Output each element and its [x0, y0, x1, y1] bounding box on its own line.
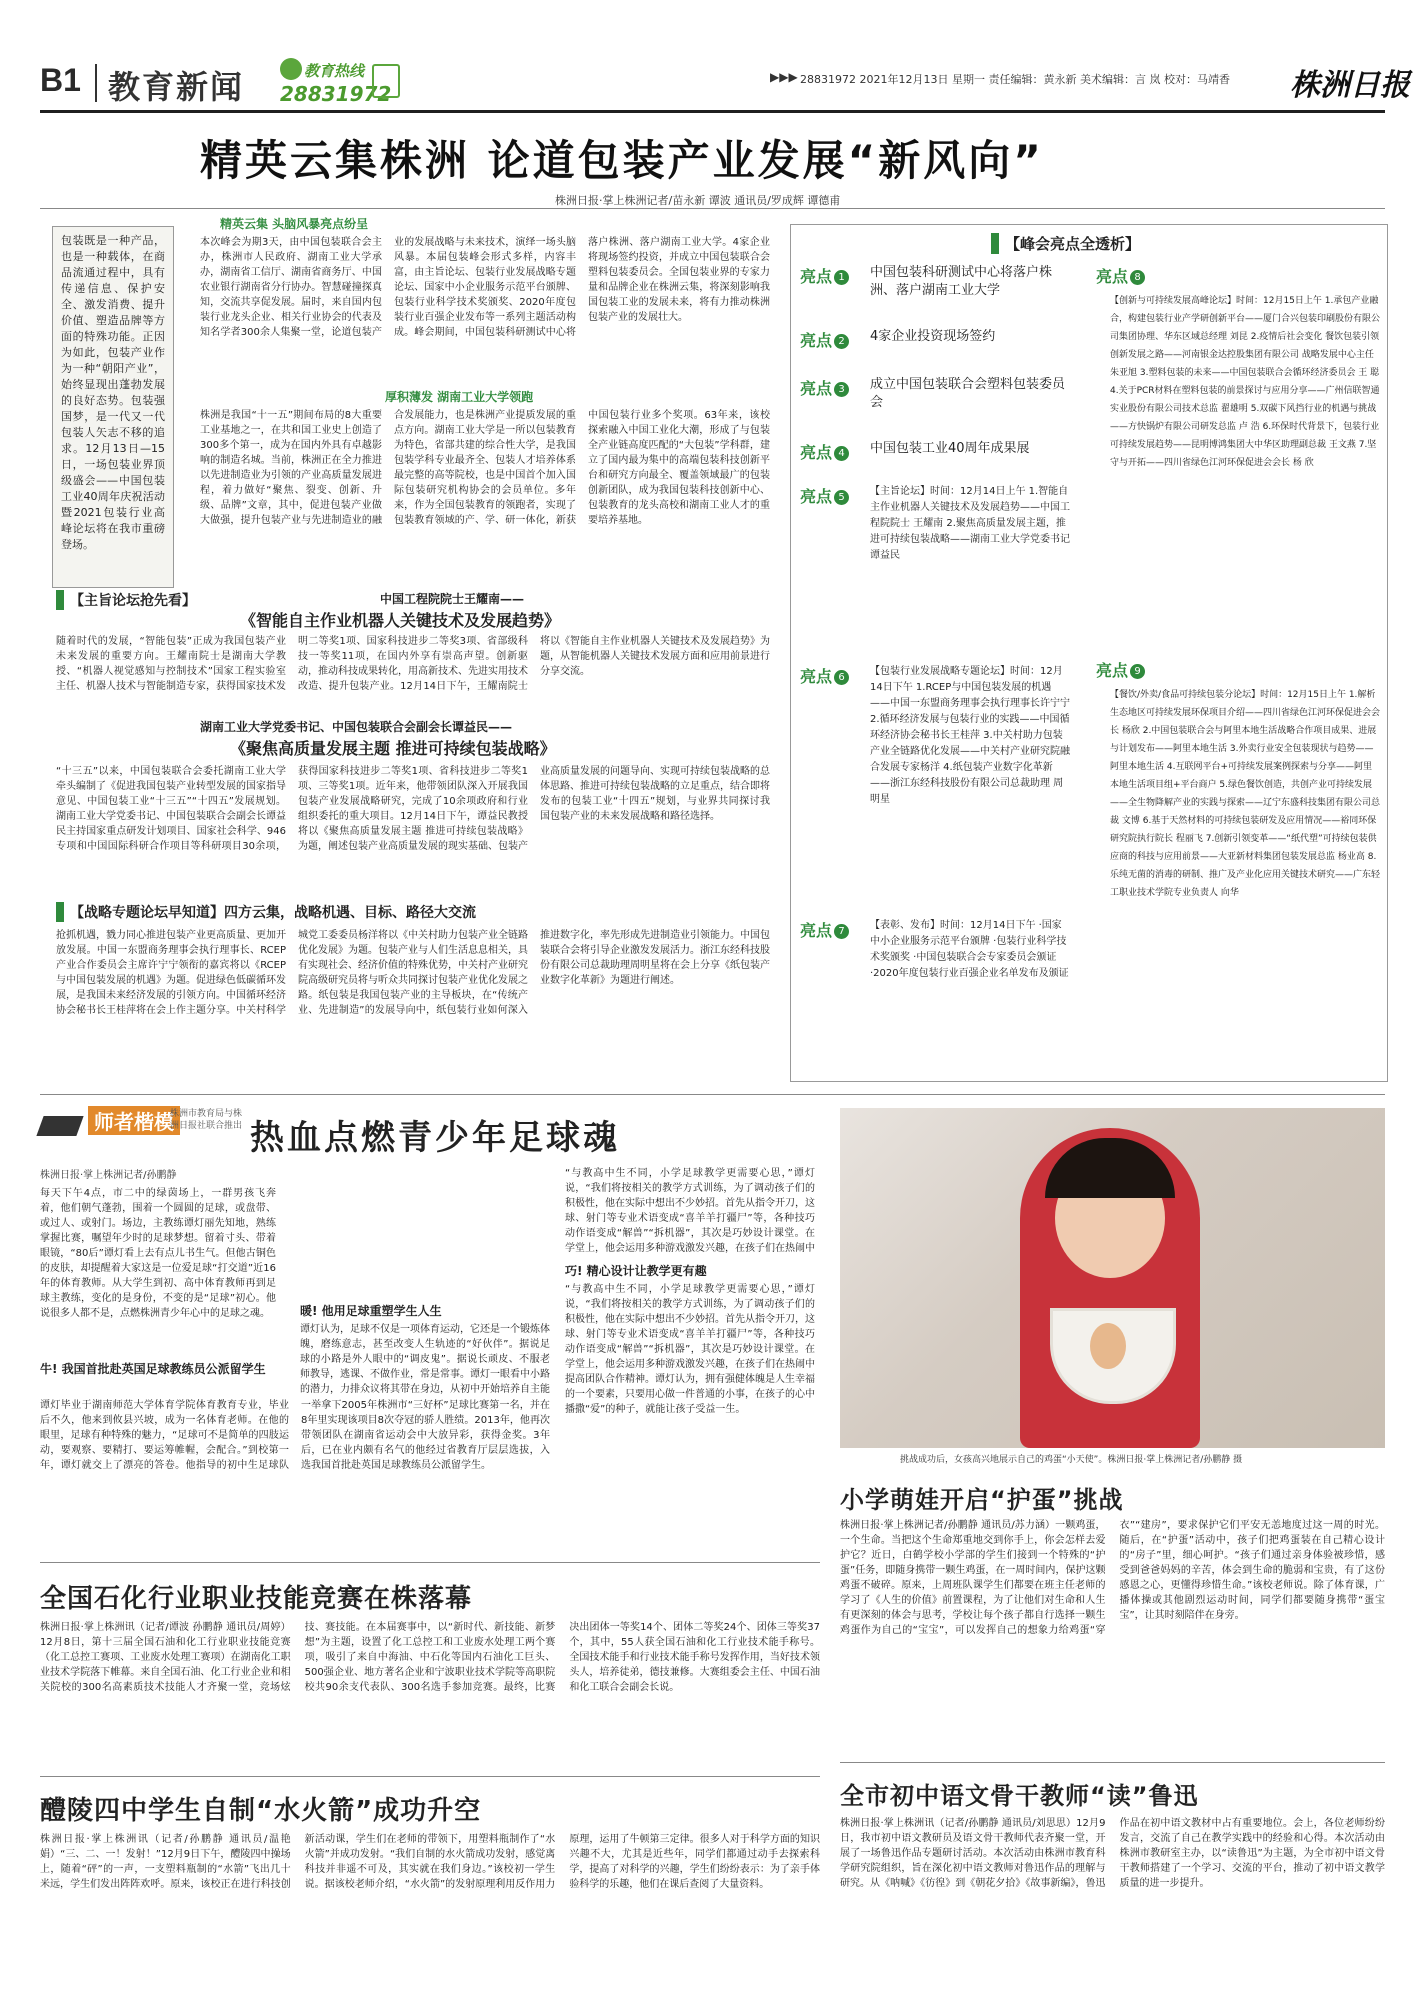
column-badge	[40, 1102, 250, 1158]
sub2-text: 株洲是我国“十一五”期间布局的8大重要工业基地之一，在共和国工业史上创造了300多个第一，成为在国内外具有卓越影响的制造名城。当前，株洲正在全力推进以先进制造业为引领的产业高质量发展进程，着力做好“聚焦、裂变、创新、升级、品牌”文章，其中，促进包装产业做大做强，提升包装产业与先进制造业的融合发展能力，也是株洲产业提质发展的重点方向。湖南工业大学是一所以包装教育为特色，省部共建的综合性大学，是我国包装学科专业最齐全、包装人才培养体系最完整的高等院校，也是中国首个加入国际包装研究机构协会的会员单位。多年来，作为全国包装教育的领跑者，实现了包装教育领域的产、学、研一体化，新获中国包装行业多个奖项。63年来，该校探索融入中国工业化大潮，形成了与包装全产业链高度匹配的“大包装”学科群，建立了国内最为集中的高端包装科技创新平台和研究方向最全、覆盖领域最广的包装创新团队，成为我国包装科技创新中心、包装教育的龙头高校和湖南工业人才的重要培养基地。	[200, 410, 770, 526]
section-title: 教育新闻	[108, 68, 245, 106]
football-text3: 谭灯认为，足球不仅是一项体育运动，它还是一个锻炼体魄，磨练意志，甚至改变人生轨迹的“好伙伴”。据说足球的小路是外人眼中的“调皮鬼”。据说长顽皮、不服老师教导，逃课、不做作业，常是常事。谭灯一眼看中小路的潜力，力排众议将其带在身边，从初中开始培养自主能	[300, 1324, 550, 1395]
header-info: 28831972 2021年12月13日 星期一 责任编辑：黄永新 美术编辑：言 岚 校对：马靖香	[800, 73, 1230, 86]
highlight-9: 亮点 9 【餐饮/外卖/食品可持续包装分论坛】时间：12月15日上午 1.解析生态地区可持续发展环保项目介绍——四川省绿色江河环保促进会会长 杨欣 2.中国包装联合会与阿里本地生活战略合作项目成果、进展与计划发布——阿里本地生活 3.外卖行业安全包装现状与趋势——阿里本地生活 4.互联网平台+可持续发展案例探索与分享——阿里本地生活项目组+平台商户 5.绿色餐饮创造，共创产业可持续发展——全生物降解产业的实践与探索——辽宁东盛科技集团有限公司总裁 文博 6.基于天然材料的可持续包装研发及应用情况——裕同环保研究院执行院长 程丽飞 7.创新引领变革——“纸代塑”可持续包装供应商的科技与应用前景——大亚新材料集团包装发展总监 杨业高 8.乐纯无菌的消毒的研制、推广及产业化应用关键技术研究——广东轻工职业技术学院专业负责人 向华	[1096, 661, 1380, 898]
main-byline: 株洲日报·掌上株洲记者/苗永新 谭波 通讯员/罗成辉 谭德甫	[555, 194, 841, 207]
topic1: 《智能自主作业机器人关键技术及发展趋势》	[240, 611, 561, 630]
column-sub: 株洲市教育局与株洲日报社联合推出	[170, 1109, 243, 1131]
sub1-text: 本次峰会为期3天，由中国包装联合会主办，株洲市人民政府、湖南工业大学承办，湖南省工信厅、湖南省商务厅、中国农业银行湖南省分行协办。智慧碰撞探真知，交流共享促发展。届时，来自国内包装行业龙头企业、相关行业协会的代表及知名学者300余人集聚一堂，论道包装产业的发展战略与未来技术，演绎一场头脑风暴。本届包装峰会形式多样，内容丰富，由主旨论坛、包装行业发展战略专题论坛、国家中小企业服务示范平台颁牌、包装行业科学技术奖颁奖、2020年度包装行业百强企业发布等一系列主题活动构成。峰会期间，中国包装科研测试中心将落户株洲、落户湖南工业大学。4家企业将现场签约投资，并成立中国包装联合会塑料包装委员会。全国包装业界的专家力量和品牌企业在株洲云集，将深刻影响我国包装工业的发展未来，将有力推动株洲包装产业的发展壮大。	[200, 237, 770, 338]
girl-photo	[840, 1108, 1385, 1448]
page-number: B1	[40, 62, 81, 98]
highlight-6: 亮点 6 【包装行业发展战略专题论坛】时间：12月14日下午 1.RCEP与中国包装发展的机遇——中国一东盟商务理事会执行理事长许宁宁 2.循环经济发展与包装行业的实践——中国循环经济协会秘书长王桂萍 3.中关村助力包装产业全链路优化发展——中关村产业研究院融合发展专家杨洋 4.纸包装产业数字化革新——浙江东经科技股份有限公司总裁助理 周明星	[800, 666, 1070, 805]
egg-title: 小学萌娃开启“护蛋”挑战	[840, 1486, 1124, 1514]
teachers-text: 株洲日报·掌上株洲讯（记者/孙鹏静 通讯员/刘思思）12月9日，我市初中语文教研员及语文骨干教师代表齐聚一堂，开展了一场鲁迅作品专题研讨活动。本次活动由株洲市教育科学研究院组织，旨在深化初中语文教师对鲁迅作品的理解与研究。从《呐喊》《彷徨》到《朝花夕拾》《故事新编》，鲁迅作品在初中语文教材中占有重要地位。会上，各位老师纷纷发言，交流了自己在教学实践中的经验和心得。本次活动由株洲市教研室主办，以“读鲁迅”为主题，为全市初中语文骨干教师搭建了一个学习、交流的平台，推动了初中语文教学质量的进一步提升。	[840, 1818, 1385, 1889]
photo-caption: 挑战成功后，女孩高兴地展示自己的鸡蛋“小天使”。株洲日报·掌上株洲记者/孙鹏静 摄	[900, 1455, 1243, 1465]
speaker1: 中国工程院院士王耀南——	[380, 592, 525, 606]
egg-text: 株洲日报·掌上株洲记者/孙鹏静 通讯员/苏力涵）一颗鸡蛋，一个生命。当把这个生命郑重地交到你手上，你会怎样去爱护它？近日，白鹤学校小学部的学生们接到一个特殊的“护蛋”任务，即随身携带一颗生鸡蛋，在一周时间内，保护这颗鸡蛋不破碎。原来，上周班队课学生们都要在班主任老师的学习了《人生的价值》前置课程，为了让他们对生命和人生有更深刻的体会与思考，学校让每个孩子都自行选择一颗生鸡蛋作为自己的“宝宝”，可以发挥自己的想象力给鸡蛋“穿衣”“建房”，要求保护它们平安无恙地度过这一周的时光。随后，在“护蛋”活动中，孩子们把鸡蛋装在自己精心设计的“房子”里，细心呵护。“孩子们通过亲身体验被珍惜，感受到爸爸妈妈的辛苦，体会到生命的脆弱和宝贵，有了这份感恩之心，更懂得珍惜生命。”该校老师说。除了体育课，广播体操或其他剧烈运动时间，同学们都要随身携带“蛋宝宝”，让其时刻陪伴在身旁。	[840, 1520, 1385, 1636]
subhead-2: 厚积薄发 湖南工业大学领跑	[385, 390, 534, 404]
strategy-text: 抢抓机遇，戮力同心推进包装产业更高质量、更加开放发展。中国一东盟商务理事会执行理事长、RCEP产业合作委员会主席许宁宁领衔的嘉宾将以《RCEP与中国包装发展的机遇》为题。促进绿色低碳循环发展，是我国未来经济发展的引领方向。中国循环经济协会秘书长王桂萍将在会上作主题分享。中关村科学城党工委委员杨洋将以《中关村助力包装产业全链路优化发展》为题。包装产业与人们生活息息相关，具有实现社会、经济价值的特殊优势，中关村产业研究院高级研究员将与听众共同探讨包装产业优化发展之路。纸包装是我国包装产业的主导板块，在“传统产业、先进制造”的发展导向中，纸包装行业如何深入推进数字化，率先形成先进制造业引领能力。中国包装联合会将引导企业激发发展活力。浙江东经科技股份有限公司总裁助理周明星将在会上分享《纸包装产业数字化革新》为题进行阐述。	[56, 930, 770, 1016]
speaker2: 湖南工业大学党委书记、中国包装联合会副会长谭益民——	[200, 720, 513, 734]
forum-text2: “十三五”以来，中国包装联合会委托湖南工业大学牵头编制了《促进我国包装产业转型发展的国家指导意见、中国包装工业“十三五”“十四五”发展规划。湖南工业大学党委书记、中国包装联合会副会长谭益民主持国家重点研发计划项目、国家社会科学、946专项和中国国际科研合作项目等科研项目30余项，获得国家科技进步二等奖1项、省科技进步二等奖1项、三等奖1项。近年来，他带领团队深入开展我国包装产业发展战略研究，完成了10余项政府和行业组织委托的重大项目。12月14日下午，谭益民教授将以《聚焦高质量发展主题 推进可持续包装战略》为题，阐述包装产业高质量发展的现实基础、包装产业高质量发展的问题导向、实现可持续包装战略的总体思路、推进可持续包装战略的立足重点，结合即将发布的包装工业“十四五”规划，与业界共同探讨我国包装产业的未来发展战略和路径选择。	[56, 766, 770, 852]
rocket-title: 醴陵四中学生自制“水火箭”成功升空	[40, 1796, 482, 1826]
arrow-icon: ▶▶▶	[770, 70, 798, 84]
book-icon	[372, 64, 400, 98]
newspaper-logo: 株洲日报	[1290, 68, 1410, 103]
subhead-1: 精英云集 头脑风暴亮点纷呈	[220, 217, 369, 231]
rocket-text: 株洲日报·掌上株洲讯（记者/孙鹏静 通讯员/温艳娟）“三、二、一！发射！”12月9日下午，醴陵四中操场上，随着“砰”的一声，一支塑料瓶制的“水箭”飞出几十米远，学生们发出阵阵欢呼。原来，该校正在进行科技创新活动课，学生们在老师的带领下，用塑料瓶制作了“水火箭”并成功发射。“我们自制的水火箭成功发射，感觉离科技并非遥不可及，其实就在我们身边。”该校初一学生说。据该校老师介绍，“水火箭”的发射原理利用反作用力原理，运用了牛顿第三定律。很多人对于科学方面的知识兴趣不大，尤其是近些年，同学们都通过动手去探索科学，提高了对科学的兴趣，学生们纷纷表示：为了亲手体验科学的乐趣，他们在课后查阅了大量资料。	[40, 1834, 820, 1890]
football-text2: 谭灯毕业于湖南师范大学体育学院体育教育专业，毕业后不久，他来到攸县兴坡，成为一名体育老师。在他的眼里，足球有种特殊的魅力，“足球可不是简单的四肢运动，要观察、要精打、要运筹帷幄，会配合。”到校第一年，谭灯就交上了漂亮的答卷。他指导的初中生足球队一举拿下2005年株洲市“三好杯”足球比赛第一名，并在8年里实现该项目8次夺冠的骄人胜绩。2013年，他再次带领团队在湖南省运动会中大放异彩，获得金奖。3年后，已在业内颇有名气的他经过省教育厅层层选拔，入选我国首批赴英国足球教练员公派留学生。	[40, 1400, 550, 1471]
chem-text: 株洲日报·掌上株洲讯（记者/谭波 孙鹏静 通讯员/周婷）12月8日，第十三届全国石油和化工行业职业技能竞赛（化工总控工赛项、工业废水处理工赛项）在湖南化工职业技术学院落下帷幕。来自全国石油、化工行业企业和相关院校的300名高素质技术技能人才齐聚一堂，竞场炫技、赛技能。在本届赛事中，以“新时代、新技能、新梦想”为主题，设置了化工总控工和工业废水处理工两个赛项，吸引了来自中海油、中石化等国内石油化工巨头、500强企业、地方著名企业和宁波职业技术学院等高职院校共90余支代表队、300名选手参加竞赛。最终，比赛决出团体一等奖14个、团体二等奖24个、团体三等奖37个，其中，55人获全国石油和化工行业技术能手称号。全国技术能手和行业技术能手称号发挥作用，当好技术领头人，培养徒弟，德技兼修。大赛组委会主任、中国石油和化工联合会副会长说。	[40, 1622, 820, 1693]
highlight-1: 亮点 1 中国包装科研测试中心将落户株洲、落户湖南工业大学	[800, 265, 1053, 298]
football-sub3: 巧! 精心设计让教学更有趣	[565, 1264, 707, 1278]
main-headline: 精英云集株洲 论道包装产业发展“新风向”	[200, 136, 1044, 185]
column-name: 师者楷模	[88, 1106, 180, 1135]
football-sub2: 暖! 他用足球重塑学生人生	[300, 1304, 442, 1318]
football-title: 热血点燃青少年足球魂	[250, 1118, 620, 1158]
football-text4b: “与教高中生不同，小学足球教学更需要心思，”谭灯说，“我们将按相关的教学方式训练，为了调动孩子们的积极性，他在实际中想出不少妙招。首先从指令开刀，这球、射门等专业术语变成“喜羊羊打疆尸”等，各种技巧动作语变成“解兽”“拆机器”，其次是巧妙设计课堂。在学堂上，他会运用多种游戏激发兴趣，在孩子们在热闹中提高团队合作精神。谭灯认为，拥有强健体魄是人生幸福的一个要素，只要用心做一件普通的小事，在孩子的心中播撒“爱”的种子，就能让孩子受益一生。	[565, 1284, 815, 1415]
forum-preview-heading: 【主旨论坛抢先看】	[56, 590, 196, 610]
football-byline: 株洲日报·掌上株洲记者/孙鹏静	[40, 1170, 177, 1181]
highlight-4: 亮点 4 中国包装工业40周年成果展	[800, 441, 1030, 462]
hotline-icon	[280, 58, 302, 80]
graduation-cap-icon	[36, 1116, 83, 1136]
highlight-2: 亮点 2 4家企业投资现场签约	[800, 329, 996, 350]
football-sub1: 牛! 我国首批赴英国足球教练员公派留学生	[40, 1362, 266, 1376]
highlight-8: 亮点 8 【创新与可持续发展高峰论坛】时间：12月15日上午 1.承包产业融合，构建包装行业产学研创新平台——厦门合兴包装印刷股份有限公司集团协理、华东区域总经理 刘昆 2.疫情后社会变化 餐饮包装引领创新发展之路——河南银金达控股集团有限公司 战略发展中心主任 朱亚旭 3.塑料包装的未来——中国包装联合会循环经济委员会 王 聪 4.关于PCR材料在塑料包装的前景探讨与应用分享——广州信联智通实业股份有限公司技术总监 翟雄明 5.双碳下风挡行业的机遇与挑战——方快锅炉有限公司研发总监 卢 浩 6.环保时代背景下，包装行业可持续发展趋势——昆明博鸿集团大中华区助理副总裁 王文燕 7.坚守与开拓——四川省绿色江河环保促进会会长 杨 欣	[1096, 267, 1380, 468]
forum-text1: 随着时代的发展，“智能包装”正成为我国包装产业未来发展的重要方向。王耀南院士是湖南大学教授、“机器人视觉感知与控制技术”国家工程实验室主任、机器人技术与智能制造专家，获得国家技术发明二等奖1项、国家科技进步二等奖3项、省部级科技一等奖11项，在国内外享有崇高声望。创新驱动，推动科技成果转化，用高新技术、先进实用技术改造、提升包装产业。12月14日下午，王耀南院士将以《智能自主作业机器人关键技术及发展趋势》为题，从智能机器人关键技术发展方面和应用前景进行分享交流。	[56, 636, 770, 692]
football-text4: “与教高中生不同，小学足球教学更需要心思，”谭灯说，“我们将按相关的教学方式训练，为了调动孩子们的积极性，他在实际中想出不少妙招。首先从指令开刀，这球、射门等专业术语变成“喜羊羊打疆尸”等，各种技巧动作语变成“解兽”“拆机器”，其次是巧妙设计课堂。在学堂上，他会运用多种游戏激发兴趣，在孩子们在热闹中	[565, 1168, 815, 1254]
hotline-badge	[280, 58, 400, 108]
egg	[1090, 1323, 1126, 1369]
highlight-7: 亮点 7 【表彰、发布】时间：12月14日下午 ·国家中小企业服务示范平台颁牌 ·包装行业科学技术奖颁奖 ·中国包装联合会专家委员会颁证 ·2020年度包装行业百强企业名单发布及颁证	[800, 920, 1069, 979]
page-header	[0, 0, 1420, 124]
lead-box	[52, 226, 174, 588]
highlight-3: 亮点 3 成立中国包装联合会塑料包装委员会	[800, 377, 1066, 410]
football-text1: 每天下午4点，市二中的绿茵场上，一群男孩飞奔着，他们朝气蓬勃，围着一个圆圆的足球，或盘带、或过人、或射门。场边，主教练谭灯丽先知地，熟练掌握比赛，嘱望年少时的足球梦想。留着寸头、带着眼镜，“80后”谭灯看上去有点儿书生气。但他古铜色的皮肤，却提醒着大家这是一位爱足球“打交道”近16年的体育教师。从大学生到初、高中体育教师再到足球主教练，变化的是身份，不变的是“足球”初心。他说很多人都不是，点燃株洲青少年心中的足球之魂。	[40, 1188, 276, 1319]
hotline-number: 28831972	[280, 82, 392, 106]
lead-text: 包装既是一种产品，也是一种载体，在商品流通过程中，具有传递信息、保护安全、激发消费、提升价值、塑造品牌等方面的特殊功能。正因为如此，包装产业作为一种“朝阳产业”，始终显现出蓬勃发展的良好态势。包装强国梦，是一代又一代包装人矢志不移的追求。12月13日—15日，一场包装业界顶级盛会——中国包装工业40周年庆祝活动暨2021包装行业高峰论坛将在我市重磅登场。	[61, 234, 165, 551]
highlight-5: 亮点 5 【主旨论坛】时间：12月14日上午 1.智能自主作业机器人关键技术及发展趋势——中国工程院院士 王耀南 2.聚焦高质量发展主题，推进可持续包装战略——湖南工业大学党委书记 谭益民	[800, 486, 1070, 561]
chem-title: 全国石化行业职业技能竞赛在株落幕	[40, 1584, 473, 1614]
strategy-heading: 【战略专题论坛早知道】四方云集，战略机遇、目标、路径大交流	[56, 902, 476, 922]
hotline-label: 教育热线	[304, 62, 365, 80]
teachers-title: 全市初中语文骨干教师“读”鲁迅	[840, 1782, 1199, 1810]
highlights-title: 【峰会亮点全透析】	[991, 233, 1140, 254]
topic2: 《聚焦高质量发展主题 推进可持续包装战略》	[230, 739, 556, 758]
